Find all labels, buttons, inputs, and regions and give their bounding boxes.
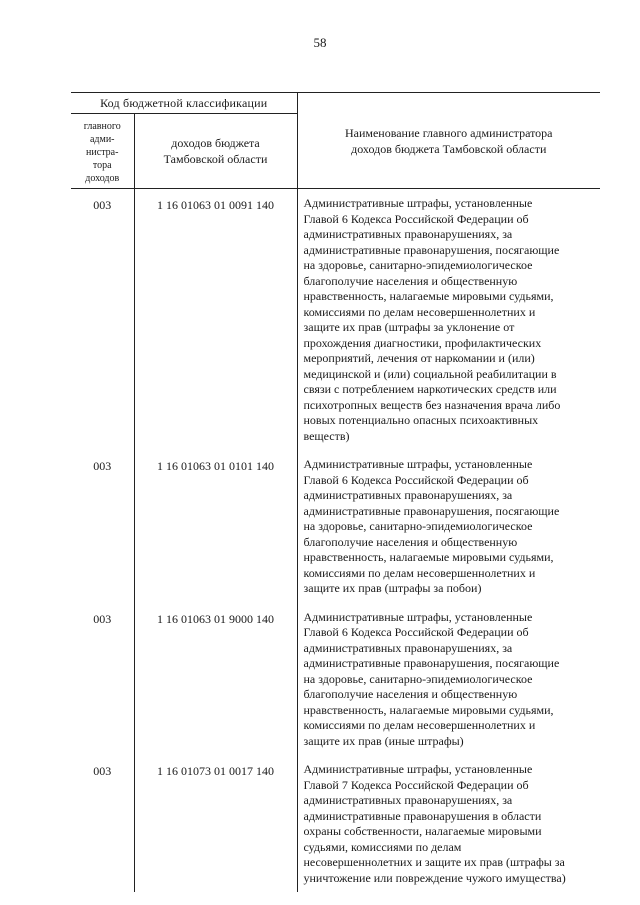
header-col-admin-line: адми- bbox=[89, 133, 115, 145]
description-line: на здоровье, санитарно-эпидемиологическое bbox=[303, 671, 533, 686]
description-line: нравственность, налагаемые мировыми судьями, bbox=[303, 550, 554, 564]
header-col-name bbox=[297, 93, 600, 189]
cell-revenue-code: 1 16 01063 01 0101 140 bbox=[134, 450, 297, 603]
cell-revenue-code: 1 16 01063 01 9000 140 bbox=[134, 603, 297, 756]
header-group-title: Код бюджетной классификации bbox=[71, 93, 297, 114]
description-line: Административные штрафы, установленные bbox=[303, 609, 533, 624]
page-number: 58 bbox=[313, 35, 327, 50]
description-line: судьями, комиссиями по делам bbox=[303, 839, 462, 854]
description-line: административных правонарушениях, за bbox=[303, 640, 513, 655]
table-row bbox=[71, 755, 600, 892]
description-line: несовершеннолетних и защите их прав (штрафы за bbox=[303, 855, 565, 869]
cell-revenue-code: 1 16 01063 01 0091 140 bbox=[134, 189, 297, 451]
description-line: веществ) bbox=[303, 428, 350, 443]
description-line: административных правонарушениях, за bbox=[303, 488, 513, 502]
description-line: прохождения диагностики, профилактических bbox=[303, 335, 542, 350]
description-line: психотропных веществ без назначения врача либо bbox=[303, 397, 561, 412]
description-line: комиссиями по делам несовершеннолетних и bbox=[303, 718, 536, 732]
header-col-admin-line: главного bbox=[83, 120, 121, 132]
description-line: связи с потреблением наркотических средств или bbox=[303, 382, 557, 396]
description-line: защите их прав (штрафы за побои) bbox=[303, 581, 482, 595]
description-line: медицинской и (или) социальной реабилитации в bbox=[303, 366, 557, 381]
description-line: Главой 6 Кодекса Российской Федерации об bbox=[303, 625, 529, 639]
description-line: комиссиями по делам несовершеннолетних и bbox=[303, 565, 536, 580]
description-line: на здоровье, санитарно-эпидемиологическое bbox=[303, 519, 533, 533]
cell-description bbox=[297, 755, 600, 892]
cell-admin-code: 003 bbox=[93, 459, 112, 473]
header-col-name-line: Наименование главного администратора bbox=[344, 125, 553, 140]
description-line: уничтожение или повреждение чужого имущества) bbox=[303, 870, 566, 885]
table-header bbox=[71, 93, 600, 189]
cell-description bbox=[297, 450, 600, 603]
cell-admin-code: 003 bbox=[93, 764, 112, 778]
description-line: Административные штрафы, установленные bbox=[303, 196, 533, 210]
header-col-admin-line: доходов bbox=[85, 172, 120, 184]
description-line: административные правонарушения в области bbox=[303, 808, 542, 823]
table-row bbox=[71, 189, 600, 451]
description-line: административные правонарушения, посягающие bbox=[303, 242, 560, 257]
description-line: нравственность, налагаемые мировыми судьями, bbox=[303, 702, 554, 717]
table-row bbox=[71, 603, 600, 756]
header-col-code-line: Тамбовской области bbox=[163, 152, 268, 166]
cell-description bbox=[297, 603, 600, 756]
description-line: административных правонарушениях, за bbox=[303, 793, 513, 807]
table-body bbox=[71, 189, 600, 893]
description-line: благополучие населения и общественную bbox=[303, 534, 518, 549]
description-line: Административные штрафы, установленные bbox=[303, 457, 533, 471]
description-line: Главой 7 Кодекса Российской Федерации об bbox=[303, 777, 529, 792]
description-line: нравственность, налагаемые мировыми судьями, bbox=[303, 289, 554, 303]
header-col-code-line: доходов бюджета bbox=[171, 136, 260, 150]
cell-revenue-code: 1 16 01073 01 0017 140 bbox=[134, 755, 297, 892]
header-col-code bbox=[134, 114, 297, 189]
budget-classification-table bbox=[71, 92, 600, 892]
header-col-admin bbox=[71, 114, 134, 189]
cell-description bbox=[297, 189, 600, 451]
description-line: защите их прав (иные штрафы) bbox=[303, 733, 464, 748]
description-line: благополучие населения и общественную bbox=[303, 273, 518, 288]
description-line: административные правонарушения, посягающие bbox=[303, 656, 560, 670]
description-line: Главой 6 Кодекса Российской Федерации об bbox=[303, 211, 529, 226]
description-line: административные правонарушения, посягающие bbox=[303, 503, 560, 518]
header-col-admin-line: нистра- bbox=[86, 146, 119, 158]
description-line: комиссиями по делам несовершеннолетних и bbox=[303, 304, 536, 319]
cell-admin-code: 003 bbox=[93, 198, 112, 212]
description-line: мероприятий, лечения от наркомании и (или) bbox=[303, 351, 535, 365]
description-line: благополучие населения и общественную bbox=[303, 687, 518, 701]
description-line: административных правонарушениях, за bbox=[303, 227, 513, 241]
description-line: на здоровье, санитарно-эпидемиологическое bbox=[303, 258, 533, 272]
description-line: новых потенциально опасных психоактивных bbox=[303, 413, 539, 427]
header-col-admin-line: тора bbox=[92, 159, 112, 171]
description-line: Главой 6 Кодекса Российской Федерации об bbox=[303, 472, 529, 487]
description-line: Административные штрафы, установленные bbox=[303, 762, 533, 776]
header-col-name-line: доходов бюджета Тамбовской области bbox=[351, 141, 547, 156]
description-line: защите их прав (штрафы за уклонение от bbox=[303, 320, 515, 334]
cell-admin-code: 003 bbox=[93, 611, 112, 626]
description-line: охраны собственности, налагаемые мировыми bbox=[303, 824, 542, 838]
table-row bbox=[71, 450, 600, 603]
